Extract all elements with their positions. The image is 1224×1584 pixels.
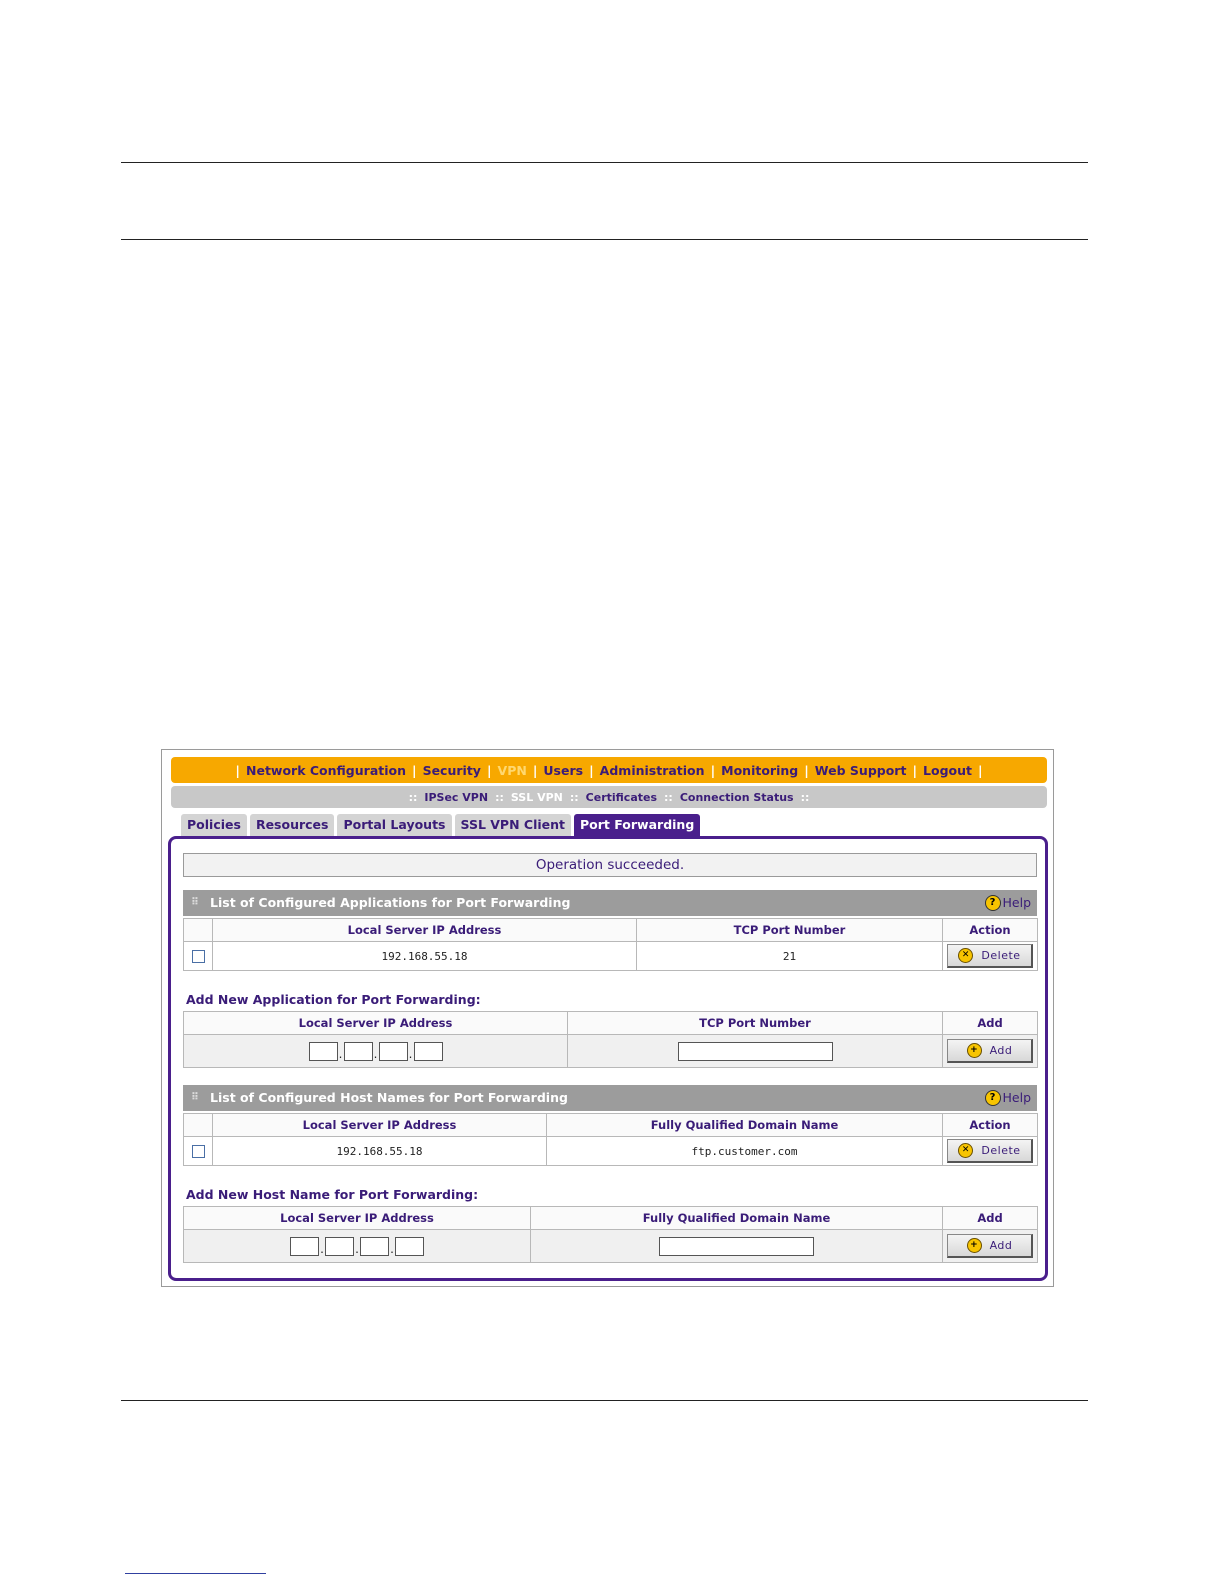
col-add: Add	[943, 1207, 1038, 1230]
tab-ssl-vpn-client[interactable]: SSL VPN Client	[455, 814, 572, 836]
ip-input-group: . . .	[184, 1230, 531, 1263]
ip-octet-3[interactable]	[379, 1042, 408, 1061]
table-row	[184, 942, 1038, 971]
col-action: Action	[943, 1114, 1038, 1137]
grip-icon: ⠿	[191, 897, 198, 908]
apps-section-title: List of Configured Applications for Port Forwarding	[210, 895, 571, 910]
hosts-table	[183, 1113, 1038, 1166]
help-label: Help	[1002, 895, 1031, 910]
tab-bar	[181, 814, 703, 836]
help-icon: ?	[985, 1090, 1001, 1106]
col-local-server-ip: Local Server IP Address	[184, 1207, 531, 1230]
row-ip: 192.168.55.18	[213, 942, 637, 971]
ip-octet-2[interactable]	[344, 1042, 373, 1061]
col-local-server-ip: Local Server IP Address	[184, 1012, 568, 1035]
col-tcp-port: TCP Port Number	[637, 919, 943, 942]
ip-octet-1[interactable]	[290, 1237, 319, 1256]
col-add: Add	[943, 1012, 1038, 1035]
table-row	[184, 1137, 1038, 1166]
subnav-connection-status[interactable]: Connection Status	[679, 790, 794, 804]
subnav-ipsec-vpn[interactable]: IPSec VPN	[424, 790, 489, 804]
apps-help-link[interactable]	[985, 894, 1032, 912]
col-local-server-ip: Local Server IP Address	[213, 919, 637, 942]
nav-vpn[interactable]: VPN	[497, 762, 527, 778]
footnote-rule	[125, 1573, 266, 1574]
delete-button[interactable]: ✕ Delete	[947, 1139, 1033, 1163]
ip-octet-4[interactable]	[395, 1237, 424, 1256]
add-host-heading: Add New Host Name for Port Forwarding:	[186, 1187, 479, 1202]
add-host-table	[183, 1206, 1038, 1263]
col-fqdn: Fully Qualified Domain Name	[531, 1207, 943, 1230]
header-rule-top	[121, 162, 1088, 163]
nav-administration[interactable]: Administration	[599, 762, 705, 778]
delete-icon: ✕	[958, 1143, 973, 1158]
row-select-checkbox[interactable]	[192, 1145, 205, 1158]
nav-users[interactable]: Users	[543, 762, 584, 778]
add-app-table	[183, 1011, 1038, 1068]
ip-octet-1[interactable]	[309, 1042, 338, 1061]
row-port: 21	[637, 942, 943, 971]
nav-web-support[interactable]: Web Support	[814, 762, 907, 778]
nav-network-configuration[interactable]: Network Configuration	[246, 762, 406, 778]
ip-octet-2[interactable]	[325, 1237, 354, 1256]
tab-portal-layouts[interactable]: Portal Layouts	[337, 814, 451, 836]
hosts-section-title: List of Configured Host Names for Port Forwarding	[210, 1090, 568, 1105]
col-tcp-port: TCP Port Number	[568, 1012, 943, 1035]
hosts-help-link[interactable]	[985, 1089, 1032, 1107]
apps-section-header	[183, 890, 1037, 916]
nav-monitoring[interactable]: Monitoring	[721, 762, 799, 778]
nav-logout[interactable]: Logout	[923, 762, 972, 778]
add-app-heading: Add New Application for Port Forwarding:	[186, 992, 481, 1007]
delete-icon: ✕	[958, 948, 973, 963]
col-action: Action	[943, 919, 1038, 942]
row-select-checkbox[interactable]	[192, 950, 205, 963]
tab-policies[interactable]: Policies	[181, 814, 247, 836]
main-nav: | Network Configuration | Security | VPN | Users | Administration | Monitoring | Web Support | Logout |	[171, 757, 1047, 783]
subnav-certificates[interactable]: Certificates	[585, 790, 658, 804]
footer-rule	[121, 1400, 1088, 1401]
fqdn-input[interactable]	[659, 1237, 814, 1256]
col-fqdn: Fully Qualified Domain Name	[547, 1114, 943, 1137]
tab-port-forwarding[interactable]: Port Forwarding	[574, 814, 700, 836]
help-label: Help	[1002, 1090, 1031, 1105]
apps-table	[183, 918, 1038, 971]
port-forwarding-screen	[161, 749, 1054, 1287]
ip-input-group: . . .	[184, 1035, 568, 1068]
row-fqdn: ftp.customer.com	[547, 1137, 943, 1166]
help-icon: ?	[985, 895, 1001, 911]
hosts-section-header	[183, 1085, 1037, 1111]
nav-security[interactable]: Security	[422, 762, 481, 778]
subnav-ssl-vpn[interactable]: SSL VPN	[510, 790, 563, 804]
col-local-server-ip: Local Server IP Address	[213, 1114, 547, 1137]
add-icon: +	[967, 1043, 982, 1058]
ip-octet-3[interactable]	[360, 1237, 389, 1256]
ip-octet-4[interactable]	[414, 1042, 443, 1061]
status-message: Operation succeeded.	[183, 853, 1037, 877]
delete-button[interactable]: ✕ Delete	[947, 944, 1033, 968]
add-icon: +	[967, 1238, 982, 1253]
tcp-port-input[interactable]	[678, 1042, 833, 1061]
header-rule-bottom	[121, 239, 1088, 240]
sub-nav: :: IPSec VPN :: SSL VPN :: Certificates :: Connection Status ::	[171, 786, 1047, 808]
row-ip: 192.168.55.18	[213, 1137, 547, 1166]
grip-icon: ⠿	[191, 1092, 198, 1103]
tab-resources[interactable]: Resources	[250, 814, 335, 836]
content-panel	[168, 836, 1048, 1281]
add-host-button[interactable]: + Add	[947, 1234, 1033, 1258]
add-application-button[interactable]: + Add	[947, 1039, 1033, 1063]
